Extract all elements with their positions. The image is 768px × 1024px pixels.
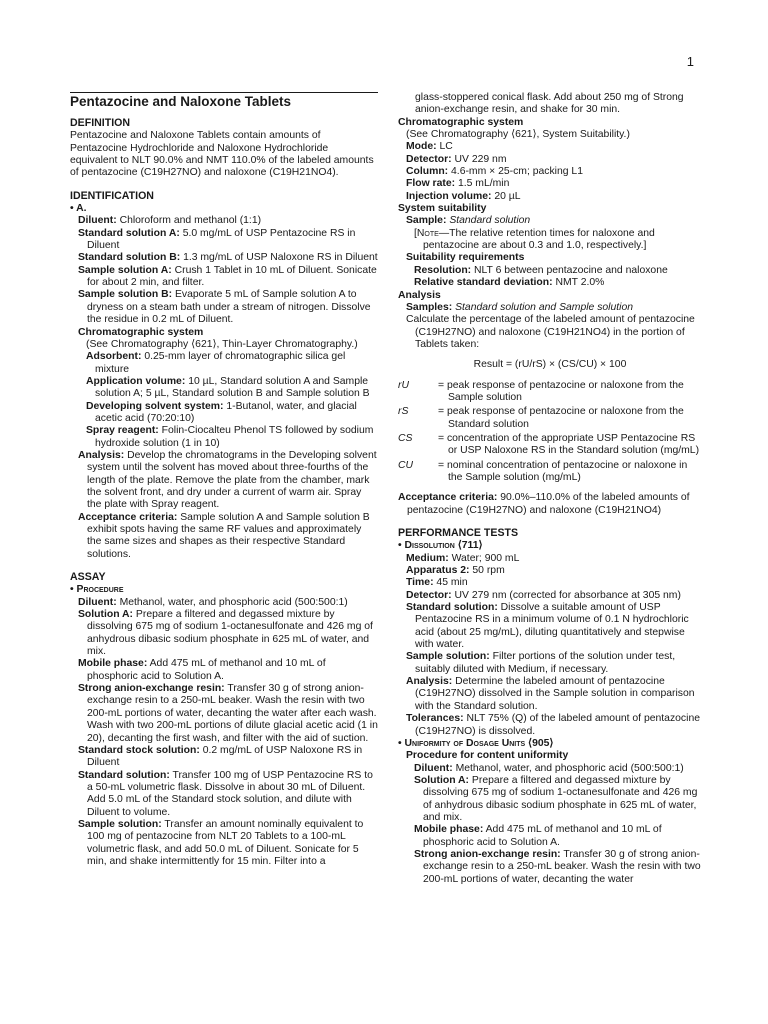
result-formula: Result = (rU/rS) × (CS/CU) × 100: [473, 359, 627, 371]
id-standard-a: Standard solution A: 5.0 mg/mL of USP Pentazocine RS in Diluent: [78, 227, 356, 252]
def-symbol: CU: [398, 459, 414, 471]
assay-suitability-requirements: Suitability requirements: [406, 252, 525, 264]
perf-time: Time: 45 min: [406, 577, 468, 589]
id-chrom-heading: Chromatographic system: [78, 326, 204, 338]
def-symbol: rS: [398, 406, 409, 418]
assay-mode: Mode: LC: [406, 141, 453, 153]
id-sample-b: Sample solution B: Evaporate 5 mL of Sample solution A to dryness on a steam bath under a stream of nitrogen. Dissolve the residue in 0.2 mL of Diluent.: [78, 289, 371, 326]
perf-detector: Detector: UV 279 nm (corrected for absorbance at 305 nm): [406, 589, 681, 601]
definition-heading: DEFINITION: [70, 117, 131, 129]
cu-resin: Strong anion-exchange resin: Transfer 30 g of strong anion-exchange resin to a 250-mL beaker. Wash the resin with two 200-mL portions of water, decanting the water: [414, 848, 701, 885]
performance-heading: PERFORMANCE TESTS: [398, 527, 519, 539]
def-text: = concentration of the appropriate USP Pentazocine RS or USP Naloxone RS in the Standard solution (mg/mL): [438, 432, 700, 457]
identification-heading: IDENTIFICATION: [70, 189, 154, 202]
assay-injection-volume: Injection volume: 20 µL: [406, 190, 521, 202]
assay-acceptance: Acceptance criteria: 90.0%–110.0% of the labeled amounts of pentazocine (C19H27NO) and naloxone (C19H21NO4): [398, 492, 690, 516]
id-sample-a: Sample solution A: Crush 1 Tablet in 10 mL of Diluent. Sonicate for about 2 min, and filter.: [78, 264, 377, 289]
id-application-volume: Application volume: 10 µL, Standard solution A and Sample solution A; 5 µL, Standard solution B and Sample solution B: [86, 375, 370, 400]
perf-tolerances: Tolerances: NLT 75% (Q) of the labeled amount of pentazocine (C19H27NO) is dissolved.: [406, 713, 700, 737]
perf-analysis: Analysis: Determine the labeled amount of pentazocine (C19H27NO) dissolved in the Sample solution in comparison with the Standard solution.: [406, 676, 695, 712]
id-diluent: Diluent: Chloroform and methanol (1:1): [78, 215, 262, 227]
identification-bullet-a: • A.: [70, 203, 87, 215]
assay-analysis-text: Calculate the percentage of the labeled amount of pentazocine (C19H27NO) and naloxone (C19H21NO4) in the portion of Tablets taken:: [406, 314, 695, 350]
perf-apparatus: Apparatus 2: 50 rpm: [406, 565, 505, 577]
assay-heading: ASSAY: [70, 571, 106, 584]
id-developing-solvent: Developing solvent system: 1-Butanol, water, and glacial acetic acid (70:20:10): [86, 400, 357, 424]
assay-detector: Detector: UV 229 nm: [406, 153, 507, 165]
content-uniformity-heading: Procedure for content uniformity: [406, 750, 569, 762]
id-adsorbent: Adsorbent: 0.25-mm layer of chromatographic silica gel mixture: [86, 351, 346, 375]
definition-text: Pentazocine and Naloxone Tablets contain amounts of Pentazocine Hydrochloride and Naloxone Hydrochloride equivalent to NLT 90.0% and NMT 110.0% of the labeled amounts of pentazocine (C19H27NO) and naloxone (C19H21NO4).: [70, 130, 374, 179]
cu-mobile-phase: Mobile phase: Add 475 mL of methanol and 10 mL of phosphoric acid to Solution A.: [414, 824, 662, 848]
def-symbol: rU: [398, 379, 409, 391]
def-text: = nominal concentration of pentazocine or naloxone in the Sample solution (mg/mL): [438, 459, 688, 483]
def-symbol: CS: [398, 432, 413, 444]
assay-analysis-samples: Samples: Standard solution and Sample solution: [406, 301, 634, 313]
assay-column: Column: 4.6-mm × 25-cm; packing L1: [406, 166, 583, 178]
def-text: = peak response of pentazocine or naloxone from the Sample solution: [438, 379, 684, 403]
id-analysis: Analysis: Develop the chromatograms in the Developing solvent system until the solvent has moved about three-fourths of the length of the plate. Remove the plate from the chamber, mark the solvent front, and dry under a current of warm air. Spray the plate with Spray reagent.: [78, 449, 377, 511]
assay-resin: Strong anion-exchange resin: Transfer 30 g of strong anion-exchange resin to a 250-mL beaker. Wash the resin with two 200-mL portions of water, decanting the water after each wash. Wash with two 200-mL portions of dilute glacial acetic acid (1 in 20), decanting the first wash, and filter with the aid of suction.: [78, 683, 378, 744]
assay-rsd: Relative standard deviation: NMT 2.0%: [414, 277, 605, 289]
formula-definitions: [398, 380, 702, 487]
perf-medium: Medium: Water; 900 mL: [406, 552, 520, 564]
assay-solution-a: Solution A: Prepare a filtered and degassed mixture by dissolving 675 mg of sodium 1-octanesulfonate and 426 mg of anhydrous dibasic sodium phosphate in 625 mL of water, and mix.: [78, 609, 373, 658]
dissolution-heading: • Dissolution ⟨711⟩: [398, 540, 483, 552]
assay-sample-solution: Sample solution: Transfer an amount nominally equivalent to 100 mg of pentazocine from NLT 20 Tablets to a 100-mL volumetric flask, and add 50.0 mL of Diluent. Sonicate for 5 min, and shake intermittently for 15 min. Filter into a: [78, 818, 364, 867]
assay-suitability-heading: System suitability: [398, 203, 487, 215]
uniformity-heading: • Uniformity of Dosage Units ⟨905⟩: [398, 737, 554, 749]
def-text: = peak response of pentazocine or naloxone from the Standard solution: [438, 406, 684, 430]
assay-procedure: • Procedure: [70, 584, 124, 596]
right-column: [398, 92, 702, 886]
assay-chrom-see: (See Chromatography ⟨621⟩, System Suitability.): [406, 129, 630, 141]
assay-diluent: Diluent: Methanol, water, and phosphoric acid (500:500:1): [78, 596, 348, 608]
assay-analysis-heading: Analysis: [398, 289, 441, 301]
assay-sample-continued: glass-stoppered conical flask. Add about 250 mg of Strong anion-exchange resin, and shake for 30 min.: [415, 92, 684, 116]
page-number: 1: [686, 54, 694, 69]
perf-standard-solution: Standard solution: Dissolve a suitable amount of USP Pentazocine RS in a minimum volume of 0.1 N hydrochloric acid (about 25 mg/mL), diluting quantitatively and stepwise with water.: [406, 602, 689, 651]
cu-solution-a: Solution A: Prepare a filtered and degassed mixture by dissolving 675 mg of sodium 1-octanesulfonate and 426 mg of anhydrous dibasic sodium phosphate in 625 mL of water, and mix.: [414, 774, 698, 823]
id-standard-b: Standard solution B: 1.3 mg/mL of USP Naloxone RS in Diluent: [78, 252, 378, 264]
cu-diluent: Diluent: Methanol, water, and phosphoric acid (500:500:1): [414, 762, 684, 774]
assay-chrom-heading: Chromatographic system: [398, 116, 524, 128]
assay-standard-stock: Standard stock solution: 0.2 mg/mL of USP Naloxone RS in Diluent: [78, 744, 363, 769]
assay-note: [Note—The relative retention times for naloxone and pentazocine are about 0.3 and 1.0, respectively.]: [414, 227, 655, 252]
assay-suitability-sample: Sample: Standard solution: [406, 215, 531, 227]
id-chrom-see: (See Chromatography ⟨621⟩, Thin-Layer Chromatography.): [86, 338, 358, 350]
id-spray-reagent: Spray reagent: Folin-Ciocalteu Phenol TS followed by sodium hydroxide solution (1 in 10): [86, 425, 374, 449]
assay-standard-solution: Standard solution: Transfer 100 mg of USP Pentazocine RS to a 50-mL volumetric flask. Dissolve in about 30 mL of Diluent. Add 5.0 mL of the Standard stock solution, and dilute with Diluent to volume.: [78, 769, 373, 818]
id-acceptance: Acceptance criteria: Sample solution A and Sample solution B exhibit spots having the same RF values and approximately the same sizes and shapes as their respective Standard solutions.: [78, 511, 370, 560]
assay-flow-rate: Flow rate: 1.5 mL/min: [406, 178, 510, 190]
assay-mobile-phase: Mobile phase: Add 475 mL of methanol and 10 mL of phosphoric acid to Solution A.: [78, 658, 326, 682]
assay-resolution: Resolution: NLT 6 between pentazocine and naloxone: [414, 264, 668, 276]
perf-sample-solution: Sample solution: Filter portions of the solution under test, suitably diluted with Medium, if necessary.: [406, 651, 676, 675]
left-column: [70, 92, 378, 868]
document-title: Pentazocine and Naloxone Tablets: [70, 92, 378, 113]
